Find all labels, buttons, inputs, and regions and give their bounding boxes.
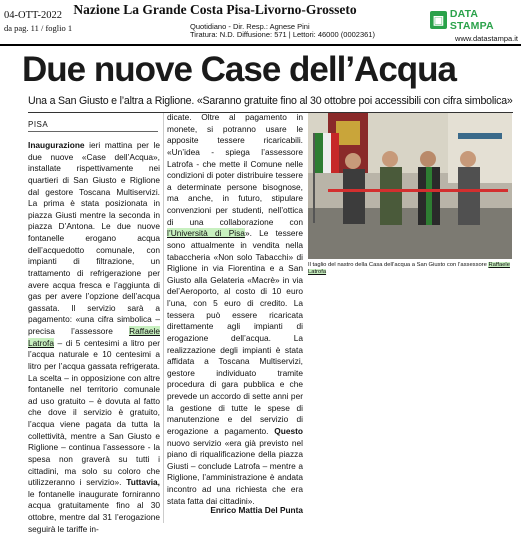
- col1-text-a: ieri mattina per le due nuove «Case dell’Acqua», installate rispettivamente nei quartieri di San Giusto e Riglione dal gestore Toscana Multiservizi. La prima è stata posizionata in piazza Giusti mentre la seconda in piazza D’Antona. Le due nuove fontanelle erogano acqua dell’acquedotto comunale, con impianti di filtrazione, un trattamento di refrigerazione per avere acqua fresca e l’aggiunta di gas per avere l’opzione dell’acqua gassata. Il servizio sarà a pagamento: «una cifra simbolica – precisa l’assessore: [28, 140, 160, 336]
- city-divider: [28, 131, 158, 132]
- newspaper-title: Nazione La Grande Costa Pisa-Livorno-Grosseto: [73, 2, 357, 17]
- data-stampa-logo: [430, 10, 520, 30]
- col2-text-a: dicate. Oltre al pagamento in monete, si potranno usare le apposite tessere ricaricabili. «Un’idea - spiega l’assessore Latrofa - che mette il Comune nelle condizioni di poter distribuire tessere a determinate persone bisognose, ma anche, in futuro, stipulare convenzioni per studenti, nell’ottica di una collaborazione con: [167, 112, 303, 227]
- article-subheadline: Una a San Giusto e l’altra a Riglione. «Saranno gratuite fino al 30 ottobre poi accessibili con cifra simbolica»: [28, 95, 513, 107]
- bold-word: Tuttavia,: [126, 477, 160, 488]
- logo-square-icon: ▣: [430, 11, 447, 29]
- city-label: PISA: [28, 120, 49, 129]
- col2-text-b: ». Le tessere sono attualmente in vendita nella tabaccheria «Non solo Tabacchi» di Riglione in via Fiorentina e a San Giusto alla Gelateria «Macrè» in via del’Aeroporto, al costo di 10 euro l’una, con 5 euro di credito. La tessera può essere ricaricata direttamente agli impianti di erogazione dell’acqua. La realizzazione degli impianti è stata affidata a Toscana Multiservizi, gestore individuato tramite procedura di gara pubblica e che prevede un accordo di sette anni per la gestione di tutte le spese di manutenzione e del servizio di erogazione a pagamento.: [167, 228, 303, 436]
- lead-word: Inaugurazione: [28, 140, 85, 150]
- caption-text: Il taglio del nastro della Casa dell’acqua a San Giusto con l’assessore: [308, 262, 489, 268]
- article-headline: Due nuove Case dell’Acqua: [22, 50, 457, 89]
- highlighted-name: Raffaele Latrofa: [28, 326, 160, 348]
- column-divider: [163, 113, 164, 523]
- col2-text-c: nuovo servizio «era già previsto nel piano di riqualificazione della piazza Giusti – conclude Latrofa – mentre a Riglione, l’amministrazione è andata incontro ad una richiesta che era stata fatta dai cittadini».: [167, 437, 303, 506]
- publication-date: 04-OTT-2022: [4, 10, 62, 21]
- author-signature: Enrico Mattia Del Punta: [210, 505, 303, 515]
- page-info: da pag. 11 / foglio 1: [4, 23, 73, 33]
- source-url: www.datastampa.it: [455, 34, 518, 43]
- highlighted-university: l’Università di Pisa: [167, 228, 245, 239]
- col1-text-c: le fontanelle inaugurate forniranno acqua gratuitamente fino al 30 ottobre, mentre dal 31 l’erogazione seguirà le tariffe in-: [28, 488, 160, 534]
- publication-meta: Quotidiano - Dir. Resp.: Agnese Pini: [190, 22, 310, 31]
- header-divider: [0, 44, 521, 46]
- logo-text: DATA STAMPA: [449, 8, 494, 32]
- bold-word-2: Questo: [274, 425, 303, 436]
- caption-highlighted-name: Raffaele Latrofa: [308, 262, 510, 275]
- photo-caption: [308, 262, 512, 276]
- circulation-meta: Tiratura: N.D. Diffusione: 571 | Lettori: 46000 (0002361): [190, 30, 375, 39]
- article-column-1: [28, 140, 160, 535]
- ribbon-cutting-photo: [308, 113, 512, 259]
- col1-text-b: – di 5 centesimi a litro per l’acqua naturale e 10 centesimi a litro per l’acqua gassata refrigerata. La scelta – in opposizione con altre fontanelle nel territorio comunale ad uso gratuito – è dovuta al fatto che dove il servizio è gratuito, l’acqua viene pagata da tutta la collettività, mentre a San Giusto e Riglione – continua l’assessore - la spesa non graverà su tutti i cittadini, ma solo su coloro che utilizzeranno i servizio».: [28, 337, 160, 488]
- article-column-2: [167, 112, 303, 507]
